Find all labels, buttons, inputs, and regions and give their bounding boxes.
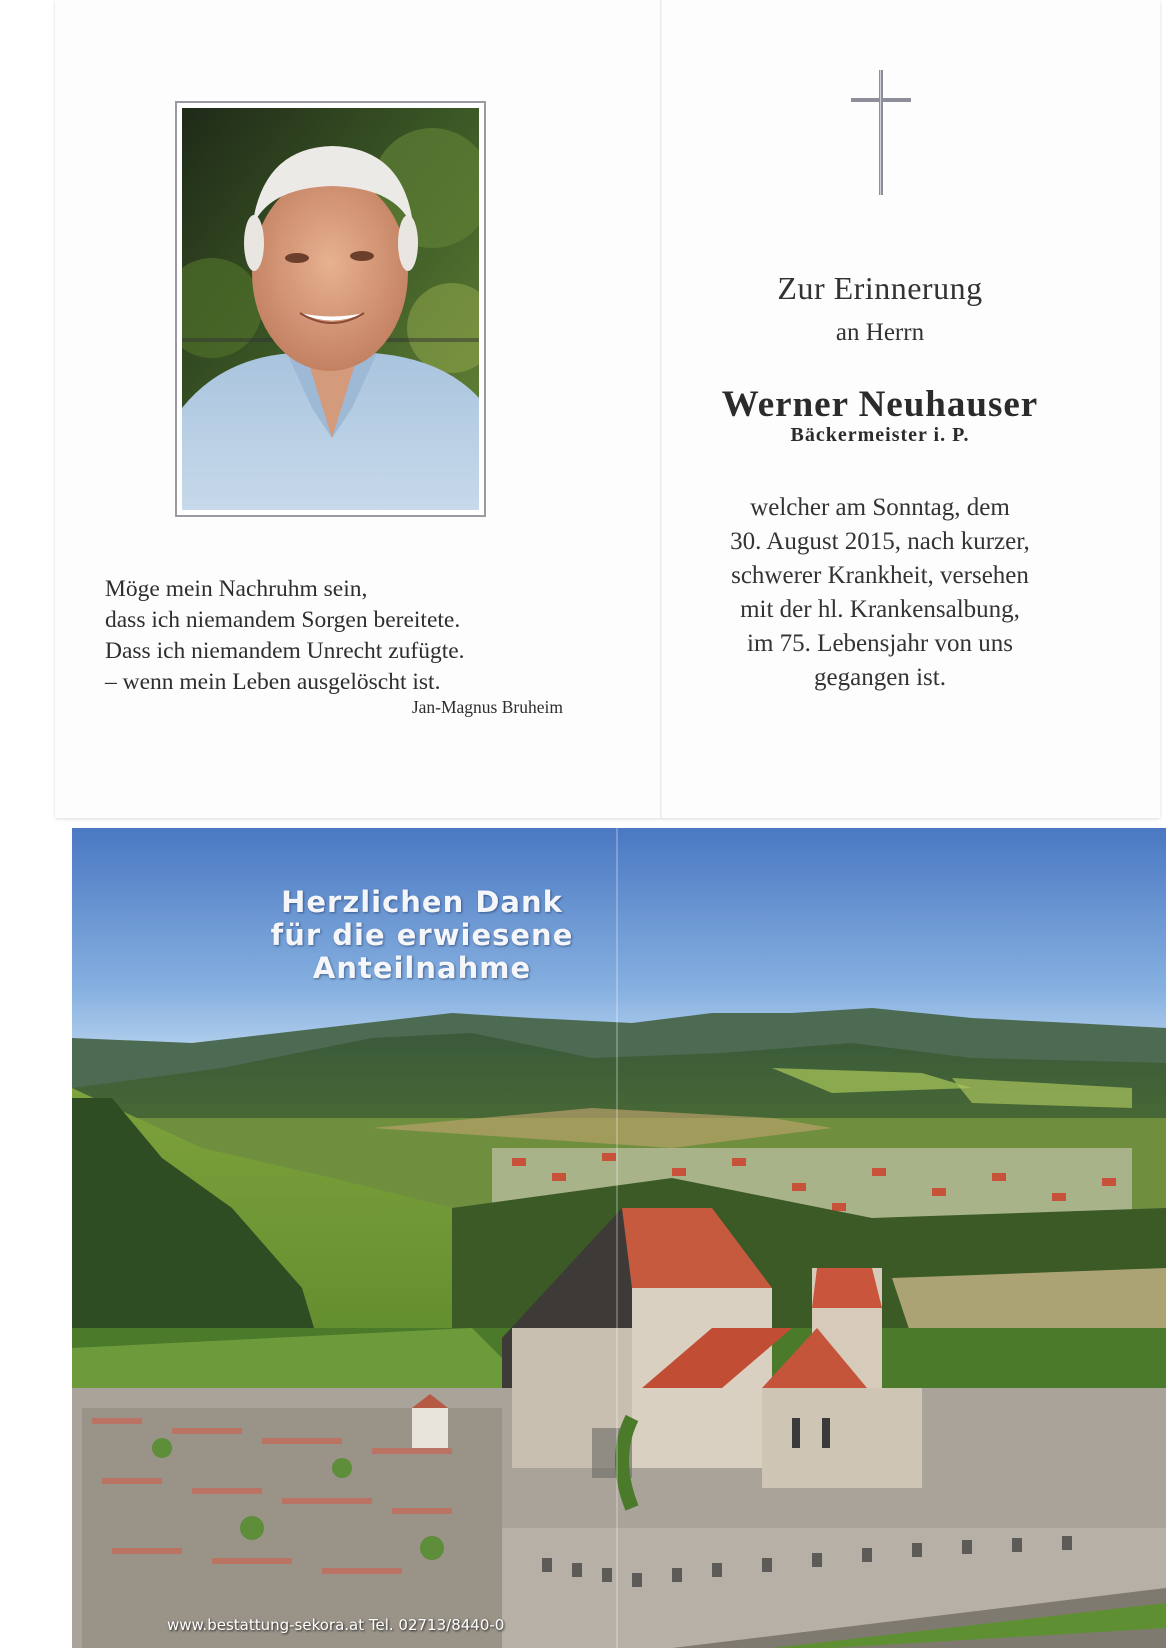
poem-author: Jan-Magnus Bruheim [411, 697, 563, 717]
thank-you-card [72, 828, 1166, 1648]
poem [105, 574, 565, 698]
announcement-line: schwerer Krankheit, versehen [731, 562, 1029, 589]
thanks-heading [192, 886, 652, 985]
announcement-line: 30. August 2015, nach kurzer, [730, 528, 1030, 555]
footer-contact: www.bestattung-sekora.at Tel. 02713/8440-0 [167, 1616, 505, 1634]
heading: Zur Erinnerung [777, 270, 983, 306]
deceased-name: Werner Neuhauser [721, 384, 1039, 425]
announcement-line: gegangen ist. [814, 664, 946, 691]
announcement-line: im 75. Lebensjahr von uns [747, 630, 1013, 657]
cross-icon [851, 70, 911, 195]
poem-line: dass ich niemandem Sorgen bereitete. [105, 607, 461, 633]
subheading: an Herrn [835, 319, 925, 346]
deceased-title: Bäckermeister i. P. [790, 424, 970, 446]
poem-line: Möge mein Nachruhm sein, [105, 576, 368, 602]
announcement-line: mit der hl. Krankensalbung, [740, 596, 1020, 623]
announcement-text [640, 491, 1120, 695]
thanks-line: für die erwiesene [270, 918, 574, 952]
memorial-card-inner [55, 0, 1160, 818]
thanks-line: Anteilnahme [312, 951, 532, 985]
poem-line: – wenn mein Leben ausgelöscht ist. [105, 669, 441, 695]
announcement-line: welcher am Sonntag, dem [750, 494, 1010, 521]
portrait-photo [182, 108, 479, 510]
thanks-line: Herzlichen Dank [281, 885, 563, 919]
poem-line: Dass ich niemandem Unrecht zufügte. [105, 638, 465, 664]
announcement [640, 270, 1120, 695]
portrait-frame [175, 101, 486, 517]
